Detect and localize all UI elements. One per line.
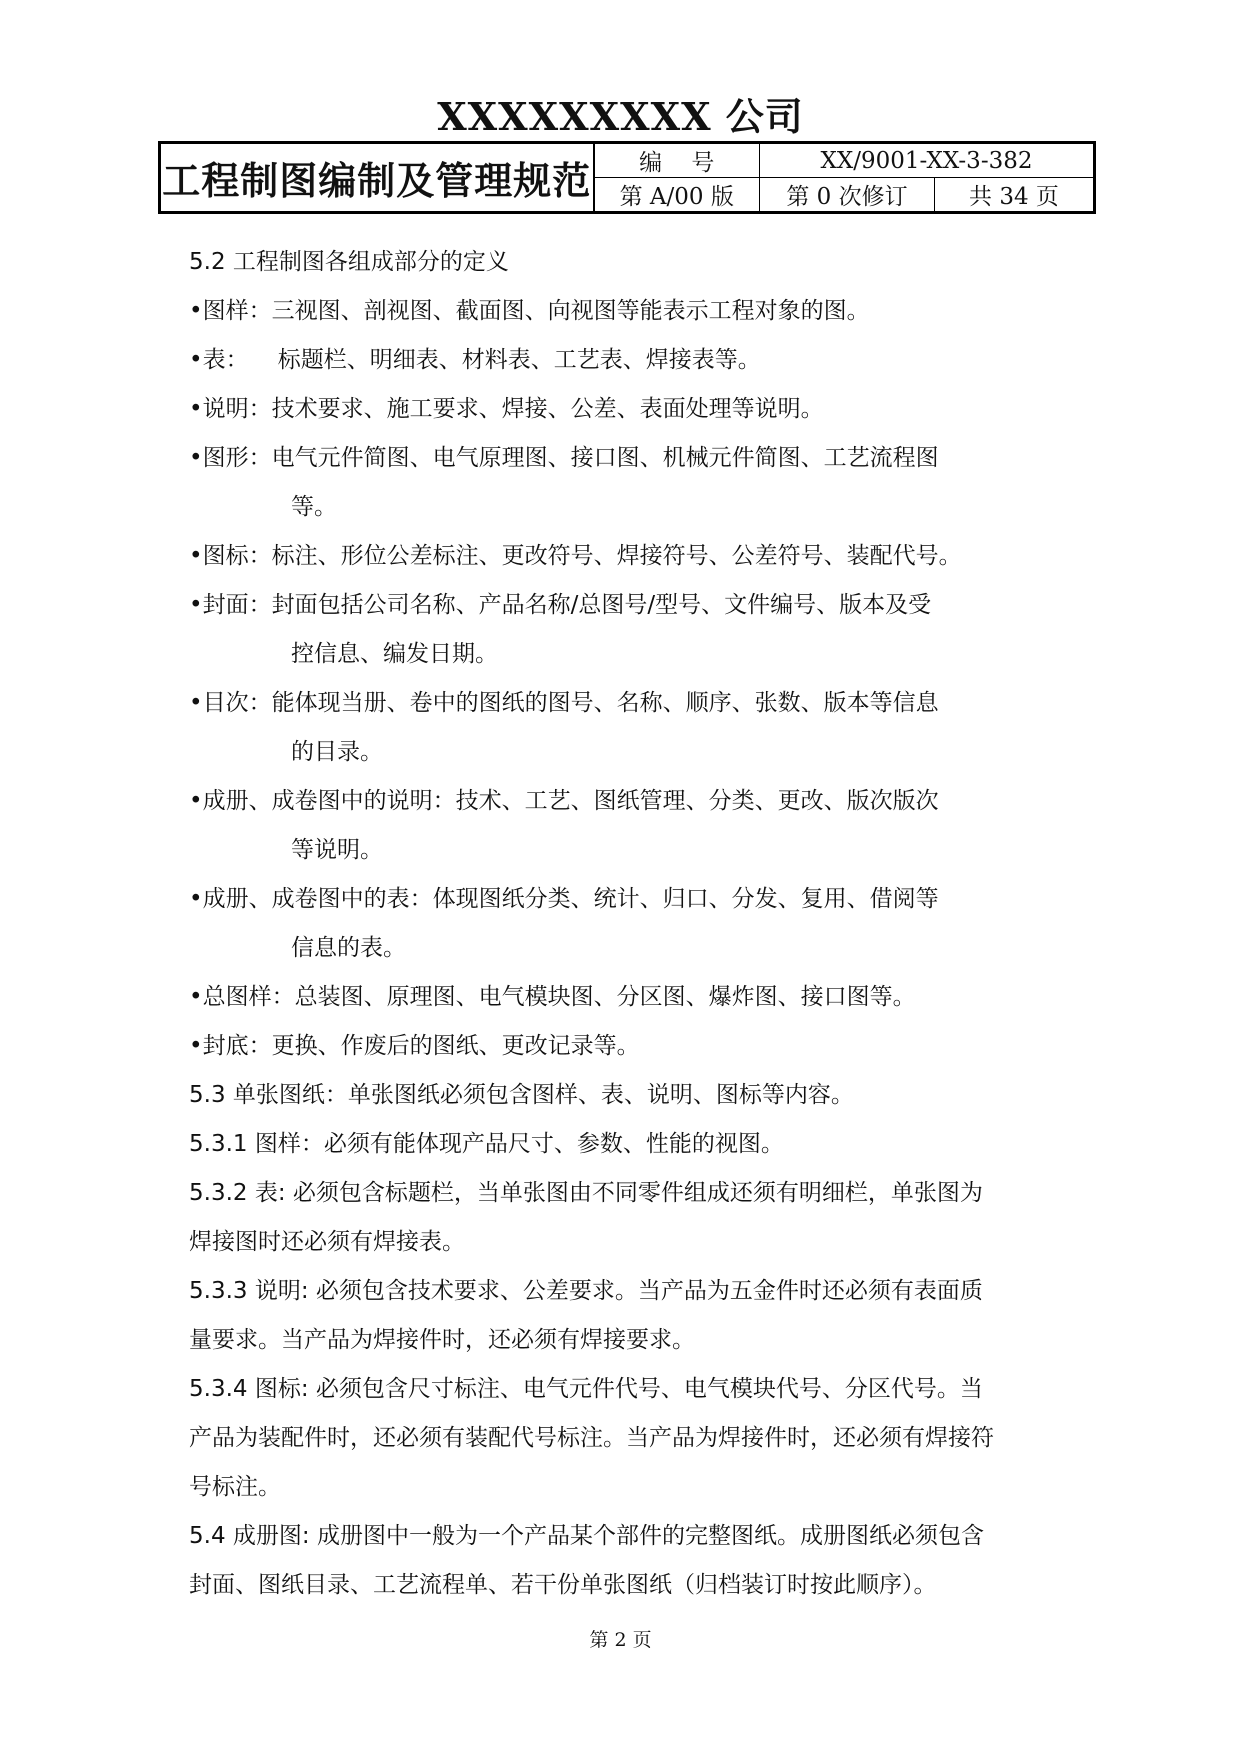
section-5-3-4: 5.3.4 图标: 必须包含尺寸标注、电气元件代号、电气模块代号、分区代号。当 [189,1376,983,1402]
edition: 第 A/00 版 [594,178,760,213]
section-5-3-1: 5.3.1 图样：必须有能体现产品尺寸、参数、性能的视图。 [189,1131,784,1157]
bullet-graphics: •图形：电气元件简图、电气原理图、接口图、机械元件简图、工艺流程图 [189,445,939,471]
section-5-3-3-cont: 量要求。当产品为焊接件时，还必须有焊接要求。 [189,1327,695,1353]
bullet-back-cover: •封底：更换、作废后的图纸、更改记录等。 [189,1033,640,1059]
bullet-cover-cont: 控信息、编发日期。 [291,641,498,667]
bullet-description: •说明：技术要求、施工要求、焊接、公差、表面处理等说明。 [189,396,824,422]
bullet-volume-notes-cont: 等说明。 [291,837,383,863]
document-body [189,238,1069,1610]
bullet-contents-cont: 的目录。 [291,739,383,765]
page-count: 共 34 页 [935,178,1095,213]
page-number: 第 2 页 [589,1629,652,1651]
section-5-2-heading: 5.2 工程制图各组成部分的定义 [189,249,509,275]
bullet-general-drawing: •总图样：总装图、原理图、电气模块图、分区图、爆炸图、接口图等。 [189,984,916,1010]
bullet-volume-tables: •成册、成卷图中的表：体现图纸分类、统计、归口、分发、复用、借阅等 [189,886,939,912]
bullet-title-block: •图标：标注、形位公差标注、更改符号、焊接符号、公差符号、装配代号。 [189,543,962,569]
section-5-3-4-cont2: 号标注。 [189,1474,281,1500]
document-title: 工程制图编制及管理规范 [160,143,594,213]
document-number: XX/9001-XX-3-382 [760,143,1095,178]
section-5-4: 5.4 成册图: 成册图中一般为一个产品某个部件的完整图纸。成册图纸必须包含 [189,1523,984,1549]
section-5-3-2: 5.3.2 表: 必须包含标题栏，当单张图由不同零件组成还须有明细栏，单张图为 [189,1180,983,1206]
bullet-volume-notes: •成册、成卷图中的说明：技术、工艺、图纸管理、分类、更改、版次版次 [189,788,939,814]
document-header-table [158,141,1096,214]
section-5-3-2-cont: 焊接图时还必须有焊接表。 [189,1229,465,1255]
bullet-graphics-cont: 等。 [291,494,337,520]
bullet-contents: •目次：能体现当册、卷中的图纸的图号、名称、顺序、张数、版本等信息 [189,690,939,716]
bullet-cover: •封面：封面包括公司名称、产品名称/总图号/型号、文件编号、版本及受 [189,592,932,618]
section-5-4-cont: 封面、图纸目录、工艺流程单、若干份单张图纸（归档装订时按此顺序）。 [189,1572,937,1598]
section-5-3-3: 5.3.3 说明: 必须包含技术要求、公差要求。当产品为五金件时还必须有表面质 [189,1278,983,1304]
bullet-drawing: •图样：三视图、剖视图、截面图、向视图等能表示工程对象的图。 [189,298,870,324]
revision: 第 0 次修订 [760,178,935,213]
bullet-table: •表： 标题栏、明细表、材料表、工艺表、焊接表等。 [189,347,761,373]
company-name: XXXXXXXXX 公司 [437,94,804,139]
section-5-3: 5.3 单张图纸：单张图纸必须包含图样、表、说明、图标等内容。 [189,1082,854,1108]
number-label: 编 号 [594,143,760,178]
bullet-volume-tables-cont: 信息的表。 [291,935,406,961]
section-5-3-4-cont: 产品为装配件时，还必须有装配代号标注。当产品为焊接件时，还必须有焊接符 [189,1425,994,1451]
